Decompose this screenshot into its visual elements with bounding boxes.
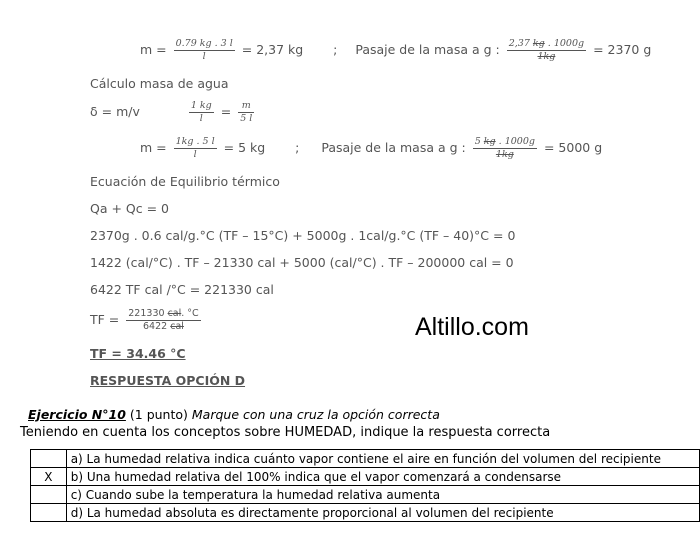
- density-line: δ = m/v $\frac{1 kg}{l}$ = $\frac{m}{5 l}$: [90, 100, 253, 124]
- watermark: Altillo.com: [415, 313, 529, 341]
- option-mark-cell[interactable]: [31, 504, 67, 522]
- tf-fraction-line: TF = $\frac{\text{221330 cal. °C}}{\text{6422 cal}}$: [90, 308, 199, 332]
- table-row: [31, 504, 700, 522]
- table-row: [31, 450, 700, 468]
- fraction: $\frac{5 kg . 1000g}{1kg}$: [474, 136, 535, 160]
- mass-line-1: m = $\frac{0.79 kg . 3 l}{l}$ = 2,37 kg ; Pasaje de la masa a g : $\frac{2,37 kg . 1000g}{1kg}$ = 2370 g: [140, 38, 652, 62]
- tf-result: TF = 34.46 °C: [90, 346, 186, 361]
- fraction: $\frac{1 kg}{l}$: [190, 100, 212, 124]
- exercise-subtitle: Teniendo en cuenta los conceptos sobre HUMEDAD, indique la respuesta correcta: [20, 425, 551, 440]
- exercise-title: Ejercicio N°10 (1 punto) Marque con una cruz la opción correcta: [28, 407, 440, 422]
- equation-4: 6422 TF cal /°C = 221330 cal: [90, 282, 274, 297]
- fraction: $\frac{m}{5 l}$: [240, 100, 253, 124]
- equation-1: Qa + Qc = 0: [90, 201, 170, 216]
- equilibrium-heading: Ecuación de Equilibrio térmico: [90, 174, 280, 189]
- fraction: $\frac{0.79 kg . 3 l}{l}$: [175, 38, 233, 62]
- option-mark-cell[interactable]: [31, 486, 67, 504]
- option-mark-cell[interactable]: X: [31, 468, 67, 486]
- option-text: d) La humedad absoluta es directamente proporcional al volumen del recipiente: [66, 504, 699, 522]
- option-text: b) Una humedad relativa del 100% indica que el vapor comenzará a condensarse: [66, 468, 699, 486]
- fraction: $\frac{1kg . 5 l}{l}$: [175, 136, 215, 160]
- options-table: [30, 449, 700, 522]
- water-mass-heading: Cálculo masa de agua: [90, 76, 229, 91]
- option-text: c) Cuando sube la temperatura la humedad relativa aumenta: [66, 486, 699, 504]
- table-row: [31, 468, 700, 486]
- equation-2: 2370g . 0.6 cal/g.°C (TF – 15°C) + 5000g . 1cal/g.°C (TF – 40)°C = 0: [90, 228, 516, 243]
- table-row: [31, 486, 700, 504]
- option-text: a) La humedad relativa indica cuánto vapor contiene el aire en función del volumen del recipiente: [66, 450, 699, 468]
- answer-label: RESPUESTA OPCIÓN D: [90, 373, 246, 388]
- fraction: $\frac{\text{221330 cal. °C}}{\text{6422 cal}}$: [128, 308, 199, 332]
- option-mark-cell[interactable]: [31, 450, 67, 468]
- equation-3: 1422 (cal/°C) . TF – 21330 cal + 5000 (cal/°C) . TF – 200000 cal = 0: [90, 255, 514, 270]
- mass-line-2: m = $\frac{1kg . 5 l}{l}$ = 5 kg ; Pasaje de la masa a g : $\frac{5 kg . 1000g}{1kg}$ = 5000 g: [140, 136, 603, 160]
- fraction: $\frac{2,37 kg . 1000g}{1kg}$: [508, 38, 585, 62]
